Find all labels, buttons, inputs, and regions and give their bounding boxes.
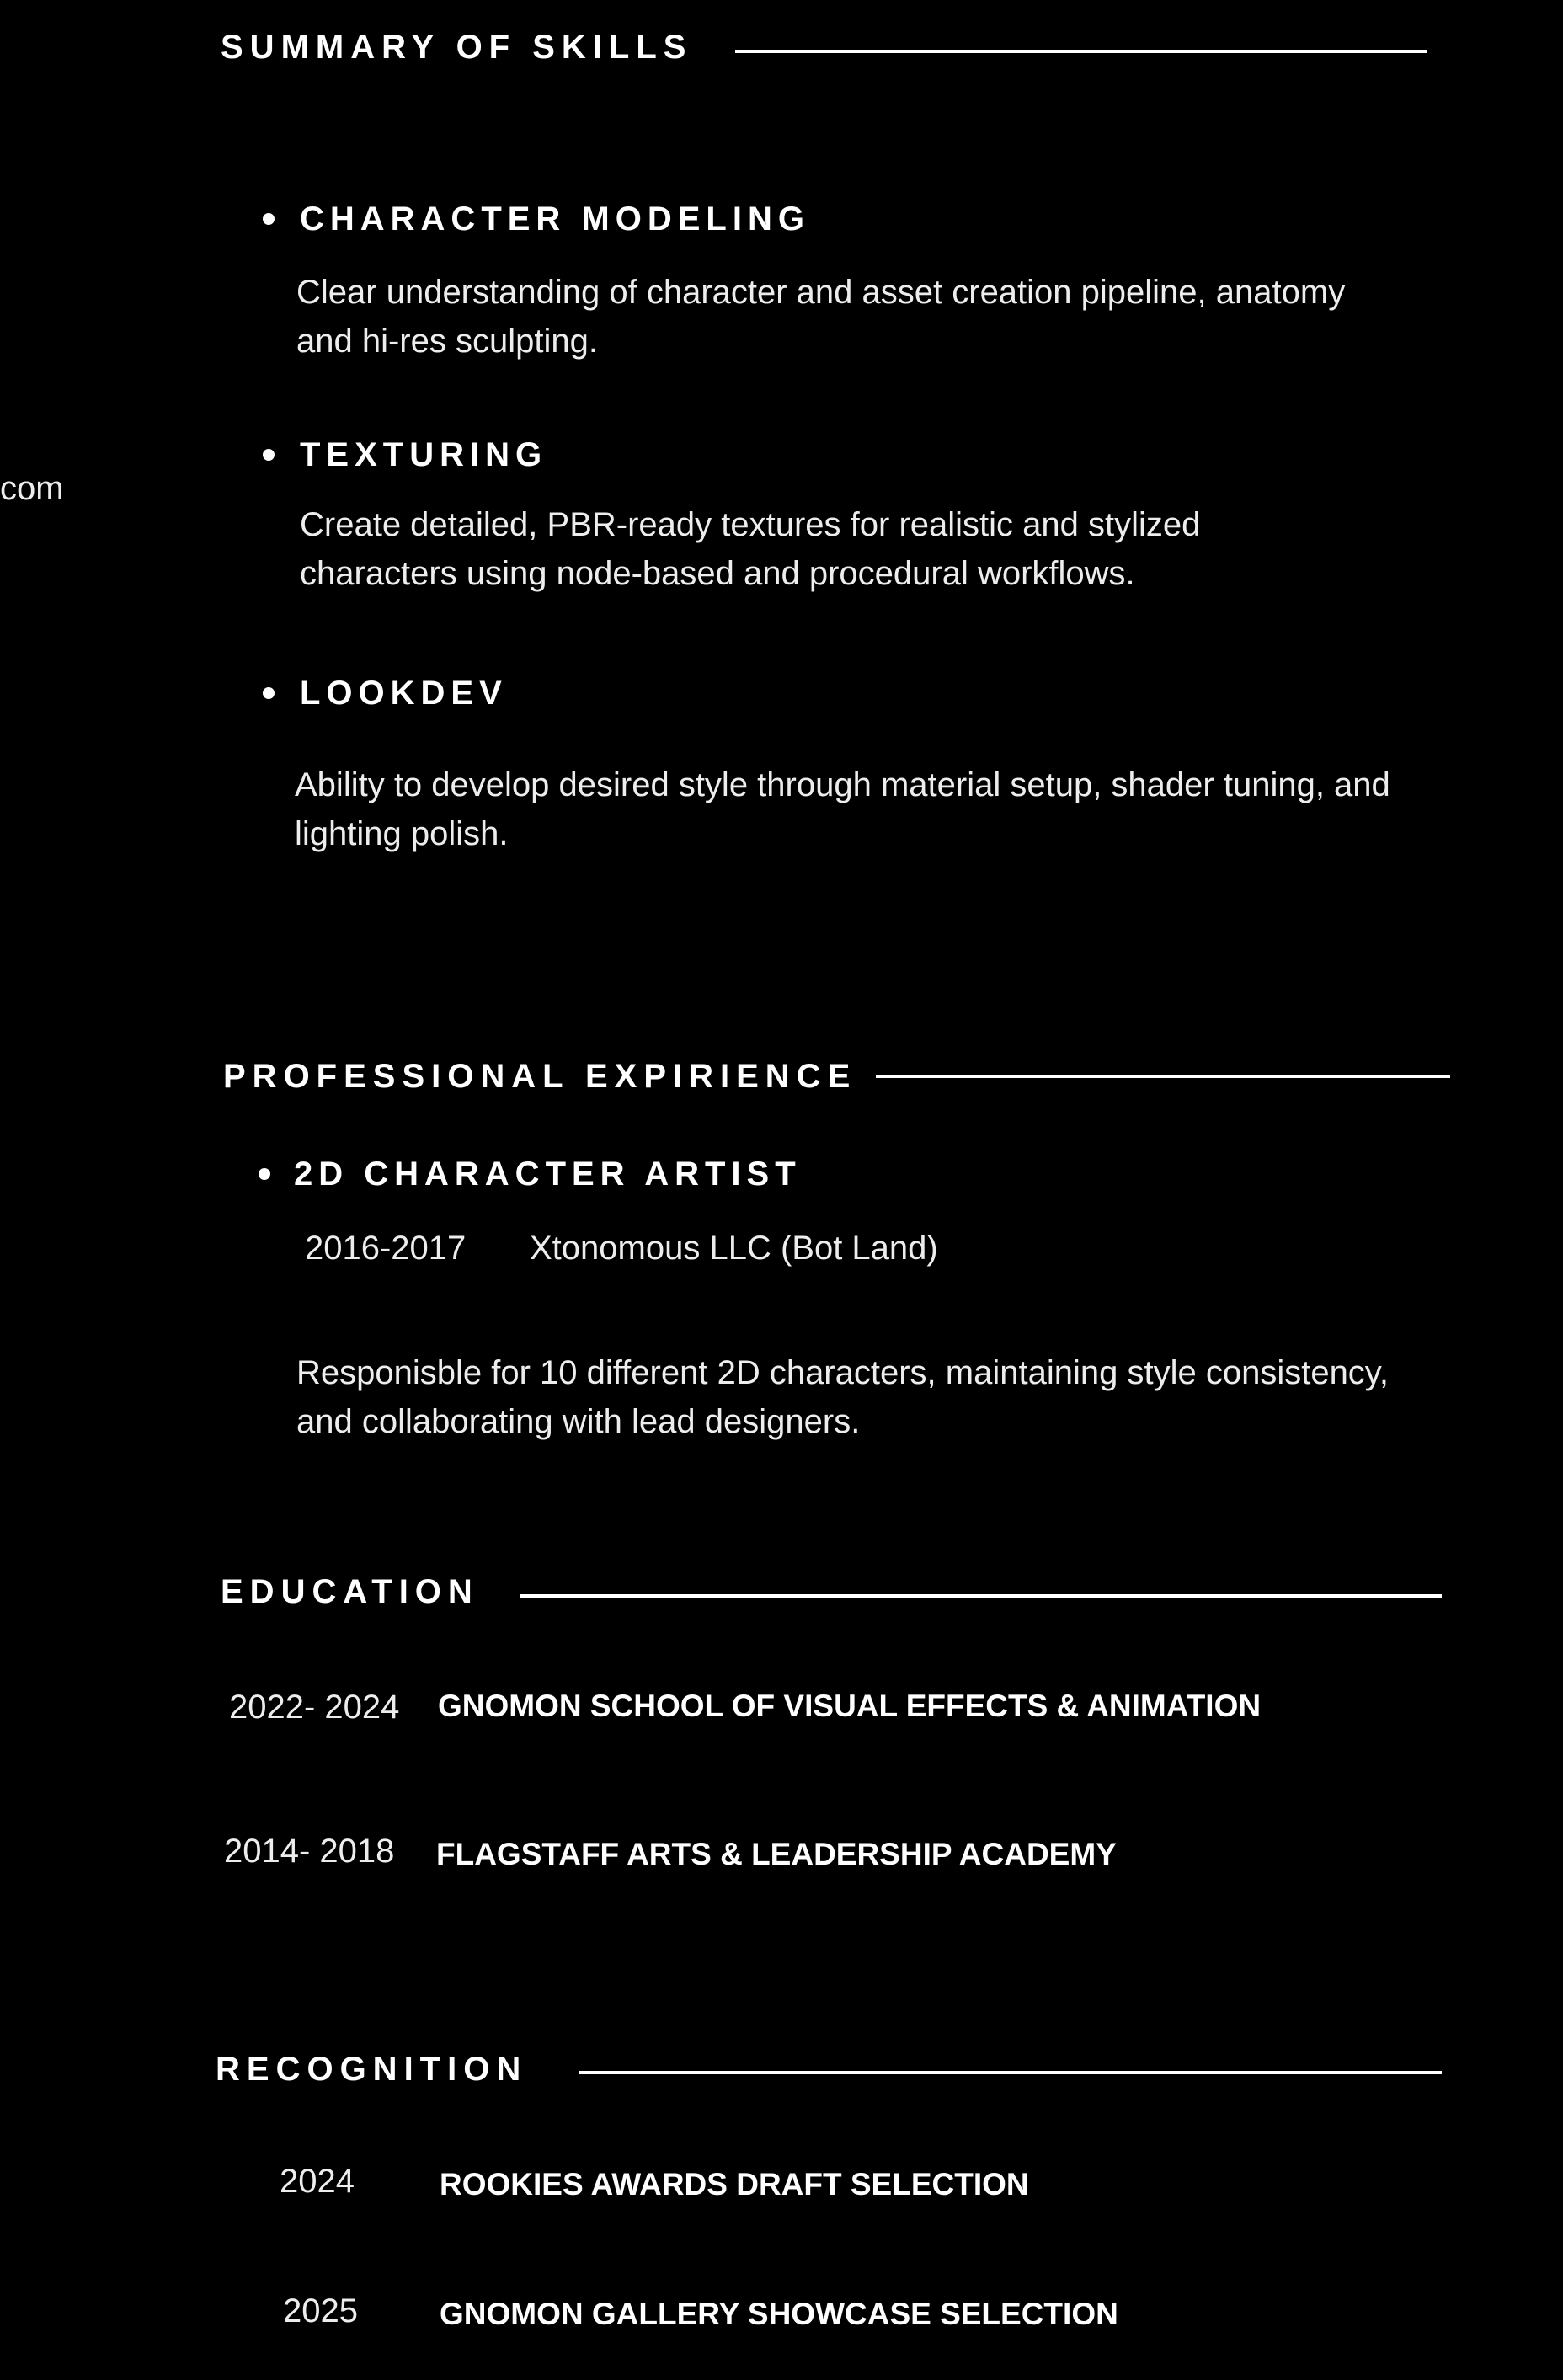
education-heading: EDUCATION	[221, 1573, 479, 1610]
bullet-icon	[259, 1168, 270, 1180]
education-years: 2014- 2018	[224, 1833, 395, 1870]
skill-description-character-modeling: Clear understanding of character and asset creation pipeline, anatomy and hi-res sculpting.	[296, 274, 1346, 360]
skill-description-lookdev: Ability to develop desired style through material setup, shader tuning, and lighting polish.	[295, 766, 1390, 852]
skills-heading-rule	[735, 50, 1427, 53]
contact-fragment: com	[0, 470, 64, 507]
bullet-icon	[263, 449, 275, 461]
job-company: Xtonomous LLC (Bot Land)	[530, 1230, 938, 1267]
skill-title-lookdev: LOOKDEV	[300, 675, 508, 712]
recognition-heading-rule	[579, 2071, 1442, 2074]
bullet-icon	[263, 687, 275, 699]
recognition-title: GNOMON GALLERY SHOWCASE SELECTION	[440, 2297, 1118, 2331]
experience-heading-rule	[876, 1075, 1450, 1078]
experience-heading: PROFESSIONAL EXPIRIENCE	[223, 1058, 857, 1095]
job-years: 2016-2017	[305, 1230, 467, 1267]
education-heading-rule	[520, 1594, 1442, 1598]
bullet-icon	[263, 213, 275, 225]
education-school: GNOMON SCHOOL OF VISUAL EFFECTS & ANIMATION	[438, 1689, 1262, 1723]
job-description: Responisble for 10 different 2D characters, maintaining style consistency, and collaborating with lead designers.	[296, 1354, 1389, 1440]
skill-description-texturing: Create detailed, PBR-ready textures for realistic and stylized characters using node-based and procedural workflows.	[300, 506, 1201, 592]
skill-title-character-modeling: CHARACTER MODELING	[300, 200, 810, 237]
recognition-year: 2025	[283, 2292, 358, 2329]
recognition-year: 2024	[280, 2163, 355, 2200]
skill-title-texturing: TEXTURING	[300, 436, 548, 473]
recognition-heading: RECOGNITION	[216, 2051, 528, 2088]
recognition-title: ROOKIES AWARDS DRAFT SELECTION	[440, 2167, 1029, 2201]
education-school: FLAGSTAFF ARTS & LEADERSHIP ACADEMY	[436, 1837, 1117, 1871]
skills-heading: SUMMARY OF SKILLS	[221, 29, 693, 66]
education-years: 2022- 2024	[229, 1689, 400, 1726]
job-title: 2D CHARACTER ARTIST	[294, 1155, 802, 1193]
